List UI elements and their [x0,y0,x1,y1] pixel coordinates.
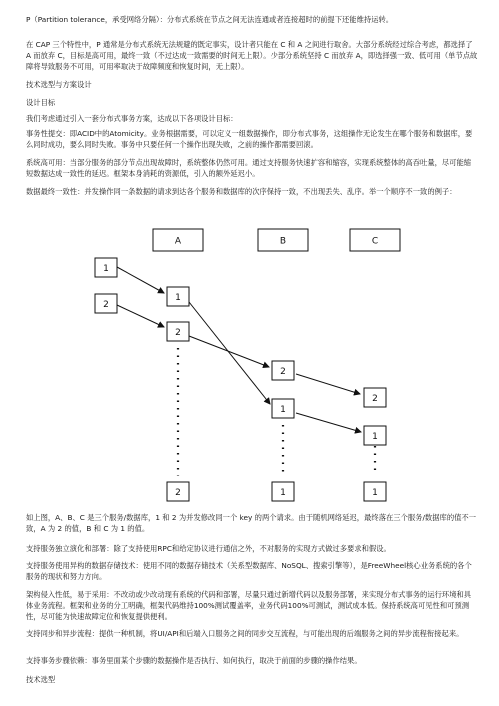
a-state-first [167,287,189,306]
a-state-second-label: 2 [175,328,181,338]
paragraph-eventual-consistency: 数据最终一致性：并发操作同一条数据的请求到达各个服务和数据库的次序保持一致，不出现丢失、乱序。举一个顺序不一致的例子： [26,187,457,196]
a-state-second [167,322,189,341]
service-c-box [350,229,400,251]
b-state-second-label: 1 [280,405,286,415]
paragraph-low-intrusion: 架构侵入性低，易于采用：不改动或少改动现有系统的代码和部署，尽量只通过新增代码以及服务部署，来实现分布式事务的运行环境和具体业务流程。框架和业务的分工明确，框架代码维持100%测试覆盖率，业务代码100%可测试，测试成本低。保持系统高可见性和可预测性，尽可能为快速故障定位和恢复提供便利。 [26,590,472,621]
paragraph-high-availability: 系统高可用：当部分服务的部分节点出现故障时，系统整体仍然可用。通过支持服务快速扩容和缩容，实现系统整体的高吞吐量，尽可能缩短数据达成一致性的延迟。框架本身消耗的资源低，引入的额外延迟小。 [26,158,472,178]
request-2-label: 2 [103,300,109,310]
a-state-final [167,482,189,501]
b-state-final-label: 1 [280,488,286,498]
service-a-label: A [174,236,182,247]
a-state-final-label: 2 [175,488,181,498]
service-b-box [258,229,308,251]
c-state-final [364,482,386,501]
arrow-req2-to-a [117,305,164,327]
c-state-first-label: 2 [372,394,378,404]
heading-tech-selection: 技术选型与方案设计 [26,80,92,89]
heading-design-goals: 设计目标 [26,98,56,107]
request-1-label: 1 [103,264,109,274]
b-state-first [272,361,294,380]
paragraph-transactional-commit: 事务性提交：即ACID中的Atomicity。业务根据需要，可以定义一组数据操作，即分布式事务，这组操作无论发生在哪个服务和数据库，要么同时成功，要么同时失败。事务中只要任何一个操作出现失败，之前的操作都需要回滚。 [26,129,473,149]
a-state-first-label: 1 [175,293,181,303]
paragraph-partition-tolerance: P（Partition tolerance，承受网络分隔）：分布式系统在节点之间无法连通或者连接超时的前提下还能维持运转。 [26,15,394,24]
paragraph-diagram-explanation: 如上图，A、B、C 是三个服务/数据库，1 和 2 为并发修改同一个 key 的两个请求。由于随机网络延迟，最终落在三个服务/数据库的值不一致，A 为 2 的值，B 和 C 为 1 的值。 [26,513,477,533]
paragraph-step-dependency: 支持事务步骤依赖：事务里面某个步骤的数据操作是否执行、如何执行，取决于前面的步骤的操作结果。 [26,656,362,665]
b-state-final [272,482,294,501]
arrow-req1-to-a [117,267,164,293]
b-state-first-label: 2 [280,367,286,377]
service-a-box [153,229,203,251]
heading-tech-selection-2: 技术选型 [26,675,56,684]
c-state-second-label: 1 [372,432,378,442]
c-state-first [364,388,386,407]
paragraph-goals-intro: 我们考虑通过引入一套分布式事务方案，达成以下各项设计目标： [26,114,238,123]
paragraph-heterogeneous-storage: 支持服务使用异构的数据存储技术：使用不同的数据存储技术（关系型数据库、NoSQL、搜索引擎等），是FreeWheel核心业务系统的各个服务的现状和努力方向。 [26,561,472,581]
paragraph-sync-async: 支持同步和异步流程：提供一种机制，将UI/API和后端入口服务之间的同步交互流程，与可能出现的后端服务之间的异步流程衔接起来。 [26,629,464,638]
arrow-a1-to-b [189,302,270,404]
paragraph-cap-tradeoff: 在 CAP 三个特性中，P 通常是分布式系统无法规避的既定事实，设计者只能在 C 和 A 之间进行取舍。大部分系统经过综合考虑，都选择了 A 而放弃 C，目标是高可用，最终一致（不过达成一致需要的时间无上限）。少部分系统坚持 C 而放弃 A，即选择强一致、低可用（单节点故障将导致服务不可用，可用率取决于故障频度和恢复时间，无上限）。 [26,40,478,71]
c-state-final-label: 1 [372,488,378,498]
request-2-box [95,294,117,313]
arrow-b2-to-c [296,374,360,394]
arrow-b1-to-c [296,413,361,432]
service-b-label: B [279,236,287,247]
c-state-second [364,426,386,445]
paragraph-independent-evolution: 支持服务独立演化和部署：除了支持使用RPC和给定协议进行通信之外，不对服务的实现方式做过多要求和假设。 [26,544,391,553]
service-c-label: C [371,236,379,247]
request-1-box [95,258,117,277]
b-state-second [272,399,294,418]
arrow-a2-to-b [189,336,269,367]
